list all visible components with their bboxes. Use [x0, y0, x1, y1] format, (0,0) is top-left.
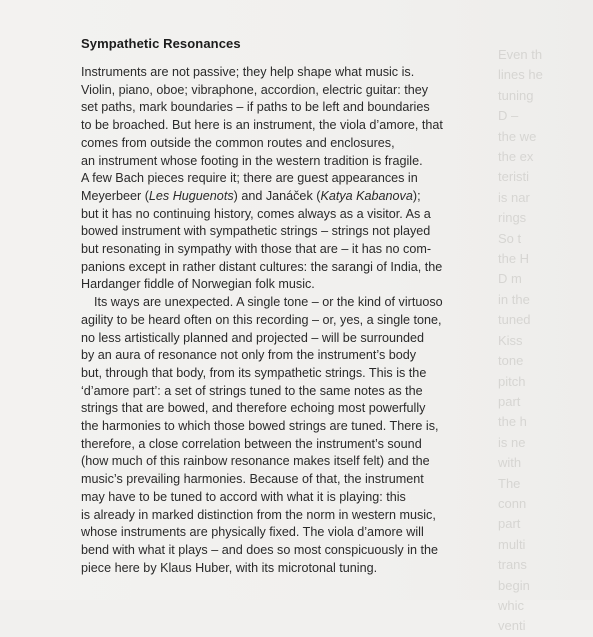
text-line: piece here by Klaus Huber, with its microtonal tuning.: [81, 560, 378, 575]
text-line: therefore, a close correlation between the instrument’s sound: [81, 436, 422, 451]
text-line: bend with what it plays – and does so most conspicuously in the: [81, 542, 439, 557]
text-line: the harmonies to which those bowed strings are tuned. There is,: [81, 419, 439, 434]
opera-title-huguenots: Les Huguenots: [148, 188, 234, 203]
text-line: Its ways are unexpected. A single tone – or the kind of virtuoso: [94, 295, 443, 310]
text-fragment: Meyerbeer (: [81, 188, 149, 203]
show-through-text: Even th lines he tuning D – the we the ex teristi is nar rings So t the H D m in the tuned Kiss tone pitch part the h is ne with The conn part multi trans begin whic venti: [498, 47, 543, 634]
opera-title-katya-kabanova: Katya Kabanova: [320, 188, 413, 203]
text-line: is already in marked distinction from the norm in western music,: [81, 507, 436, 522]
text-line: but it has no continuing history, comes always as a visitor. As a: [81, 206, 431, 221]
paragraph-1: [81, 64, 501, 294]
paragraph-2: [81, 294, 501, 577]
text-line: ‘d’amore part’: a set of strings tuned to the same notes as the: [81, 383, 423, 398]
text-line: but, through that body, from its sympathetic strings. This is the: [81, 365, 427, 380]
text-line: music’s prevailing harmonies. Because of that, the instrument: [81, 472, 424, 487]
text-line: Instruments are not passive; they help shape what music is.: [81, 65, 415, 79]
text-fragment: );: [412, 188, 421, 203]
text-line: an instrument whose footing in the western tradition is fragile.: [81, 153, 423, 168]
text-line: (how much of this rainbow resonance makes itself felt) and the: [81, 454, 430, 469]
text-line: Violin, piano, oboe; vibraphone, accordion, electric guitar: they: [81, 82, 429, 97]
text-line: [81, 188, 501, 206]
text-line: Hardanger fiddle of Norwegian folk music.: [81, 277, 315, 292]
text-line: bowed instrument with sympathetic strings – strings not played: [81, 224, 431, 239]
article: [81, 36, 501, 577]
text-fragment: ) and Janáček (: [233, 188, 321, 203]
text-line: no less artistically planned and projected – will be surrounded: [81, 330, 425, 345]
section-title: Sympathetic Resonances: [81, 36, 241, 51]
text-line: A few Bach pieces require it; there are guest appearances in: [81, 171, 418, 186]
text-line: whose instruments are physically fixed. The viola d’amore will: [81, 525, 424, 540]
text-line: comes from outside the common routes and enclosures,: [81, 135, 395, 150]
text-line: to be broached. But here is an instrument, the viola d’amore, that: [81, 118, 443, 133]
text-line: set paths, mark boundaries – if paths to be left and boundaries: [81, 100, 430, 115]
text-line: but resonating in sympathy with those that are – it has no com-: [81, 242, 432, 257]
text-line: by an aura of resonance not only from the instrument’s body: [81, 348, 417, 363]
text-line: panions except in rather distant cultures: the sarangi of India, the: [81, 259, 443, 274]
text-line: agility to be heard often on this recording – or, yes, a single tone,: [81, 312, 442, 327]
text-line: may have to be tuned to accord with what it is playing: this: [81, 489, 406, 504]
text-line: strings that are bowed, and therefore echoing most powerfully: [81, 401, 426, 416]
